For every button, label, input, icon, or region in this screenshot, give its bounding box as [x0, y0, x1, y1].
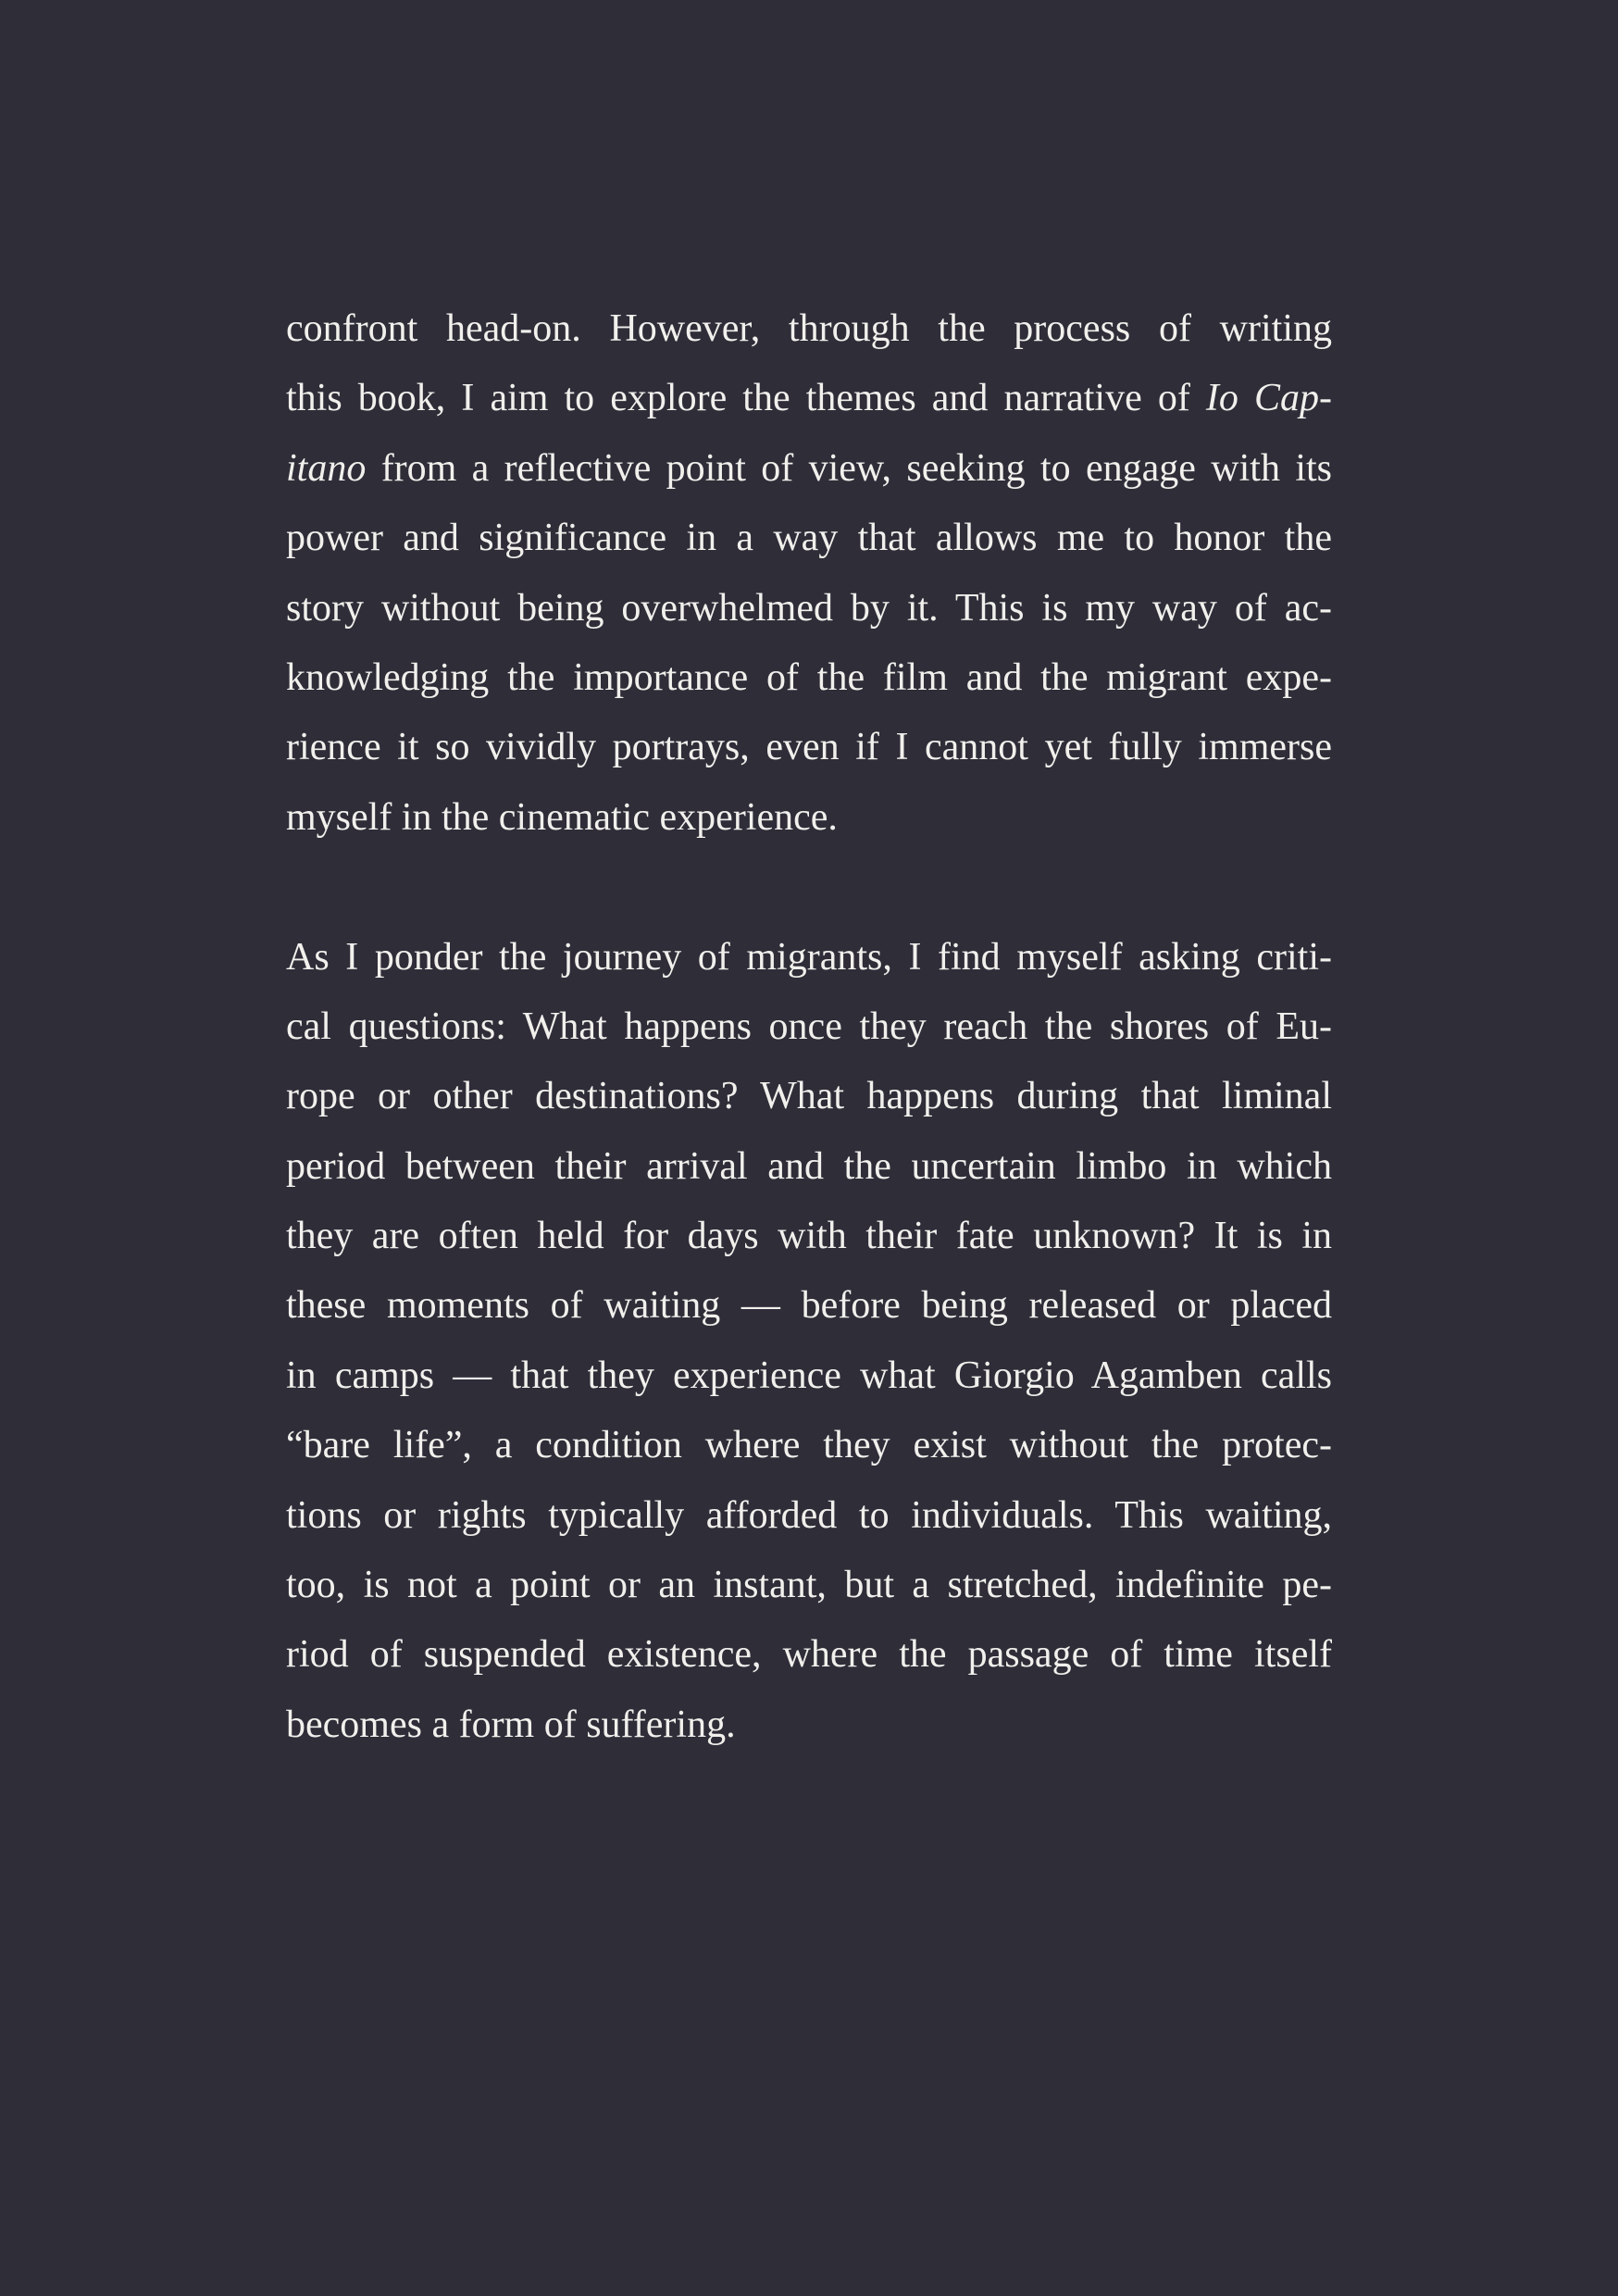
text-line: [286, 434, 1332, 504]
text-line: confront head-on. However, through the process of writing: [286, 307, 1332, 350]
text-line: knowledging the importance of the film and the migrant expe-: [286, 655, 1332, 699]
film-title-italic: Io Cap-: [1205, 377, 1332, 420]
text-line: story without being overwhelmed by it. This is my way of ac-: [286, 586, 1332, 630]
text-line: too, is not a point or an instant, but a stretched, indefinite pe-: [286, 1564, 1332, 1607]
text-line: they are often held for days with their fate unknown? It is in: [286, 1215, 1332, 1258]
text-line: myself in the cinematic experience.: [286, 795, 838, 839]
text-line: becomes a form of suffering.: [286, 1703, 736, 1746]
paragraph-gap: [286, 853, 1332, 922]
text-line: these moments of waiting — before being released or placed: [286, 1284, 1332, 1328]
text-line: rope or other destinations? What happens during that liminal: [286, 1075, 1332, 1118]
paragraph-2: [286, 923, 1332, 1761]
text-line: rience it so vividly portrays, even if I cannot yet fully immerse: [286, 726, 1332, 769]
film-title-italic: itano: [286, 446, 367, 490]
text-run: this book, I aim to explore the themes and narrative of: [286, 377, 1206, 420]
text-line: [286, 364, 1332, 433]
paragraph-1: [286, 294, 1332, 853]
text-line: in camps — that they experience what Giorgio Agamben calls: [286, 1354, 1332, 1397]
body-text: [286, 294, 1332, 1760]
text-line: riod of suspended existence, where the passage of time itself: [286, 1633, 1332, 1677]
text-line: tions or rights typically afforded to individuals. This waiting,: [286, 1493, 1332, 1537]
text-line: As I ponder the journey of migrants, I find myself asking criti-: [286, 935, 1332, 979]
text-line: cal questions: What happens once they reach the shores of Eu-: [286, 1004, 1332, 1048]
text-line: “bare life”, a condition where they exist without the protec-: [286, 1424, 1332, 1467]
text-run: from a reflective point of view, seeking to engage with its: [366, 446, 1332, 490]
text-line: period between their arrival and the uncertain limbo in which: [286, 1144, 1332, 1188]
text-line: power and significance in a way that allows me to honor the: [286, 517, 1332, 560]
